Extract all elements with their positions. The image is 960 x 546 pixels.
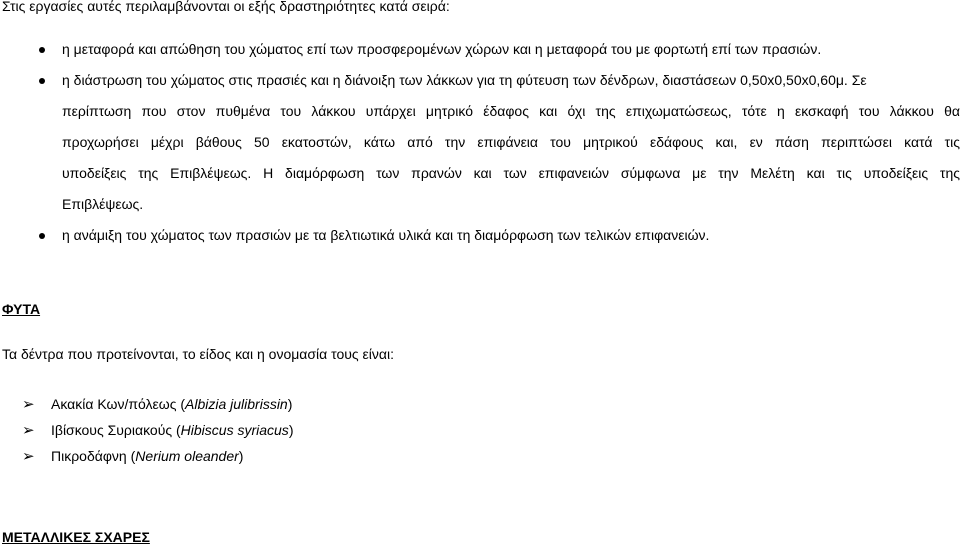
- plant-list-item: ➢ Ιβίσκους Συριακούς (Hibiscus syriacus): [22, 422, 294, 439]
- arrow-bullet-icon: ➢: [22, 422, 35, 439]
- bullet-item-1: η μεταφορά και απώθηση του χώματος επί των προσφερομένων χώρων και η μεταφορά του με φορτωτή επί των πρασιών.: [62, 41, 822, 57]
- plant-scientific-name: Albizia julibrissin: [185, 396, 288, 412]
- plant-list-item: ➢ Πικροδάφνη (Nerium oleander): [22, 448, 244, 465]
- plant-common-name: Ιβίσκους Συριακούς: [51, 422, 173, 438]
- bullet-item-2-line-3: προχωρήσει μέχρι βάθους 50 εκατοστών, κάτω από την επιφάνεια του μητρικού εδάφους και, εν πάση περιπτώσει κατά τις: [62, 134, 960, 150]
- bullet-item-2-line-4: υποδείξεις της Επιβλέψεως. Η διαμόρφωση των πρανών και των επιφανειών σύμφωνα με την Μελέτη και τις υποδείξεις της: [62, 165, 960, 181]
- plant-common-name: Πικροδάφνη: [51, 448, 127, 464]
- bullet-icon: [39, 233, 45, 239]
- plant-scientific-name: Nerium oleander: [135, 448, 239, 464]
- section-title-plants: ΦΥΤΑ: [2, 301, 41, 317]
- bullet-icon: [39, 47, 45, 53]
- plant-common-name: Ακακία Κων/πόλεως: [51, 396, 177, 412]
- section-title-metal-grates: ΜΕΤΑΛΛΙΚΕΣ ΣΧΑΡΕΣ: [2, 529, 150, 545]
- bullet-item-3: η ανάμιξη του χώματος των πρασιών με τα βελτιωτικά υλικά και τη διαμόρφωση των τελικών επιφανειών.: [62, 227, 710, 243]
- bullet-icon: [39, 78, 45, 84]
- bullet-item-2-line-2: περίπτωση που στον πυθμένα του λάκκου υπάρχει μητρικό έδαφος και όχι της επιχωματώσεως, τότε η εκσκαφή του λάκκου θα: [62, 103, 960, 119]
- arrow-bullet-icon: ➢: [22, 448, 35, 465]
- plant-scientific-name: Hibiscus syriacus: [180, 422, 289, 438]
- plant-list-item: ➢ Ακακία Κων/πόλεως (Albizia julibrissin): [22, 396, 293, 413]
- arrow-bullet-icon: ➢: [22, 396, 35, 413]
- bullet-item-2-line-5: Επιβλέψεως.: [62, 196, 144, 212]
- bullet-item-2-line-1: η διάστρωση του χώματος στις πρασιές και η διάνοιξη των λάκκων για τη φύτευση των δένδρων, διαστάσεων 0,50x0,50x0,60μ. Σε: [62, 72, 867, 88]
- plants-intro: Τα δέντρα που προτείνονται, το είδος και η ονομασία τους είναι:: [2, 346, 394, 362]
- intro-paragraph: Στις εργασίες αυτές περιλαμβάνονται οι εξής δραστηριότητες κατά σειρά:: [2, 0, 450, 14]
